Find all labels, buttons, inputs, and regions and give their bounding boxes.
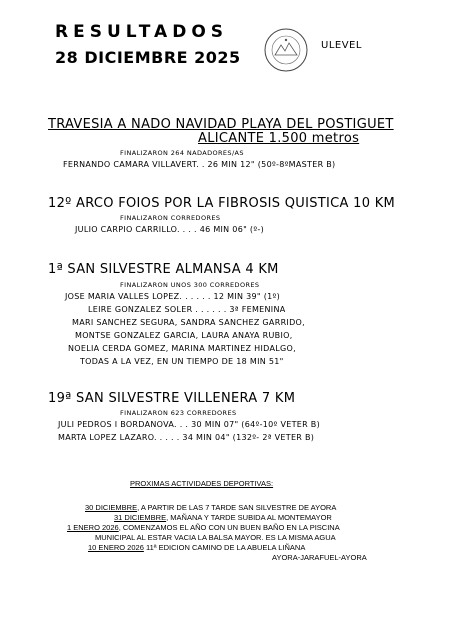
upcoming-text: AYORA-JARAFUEL-AYORA	[272, 553, 367, 562]
result-line: LEIRE GONZALEZ SOLER . . . . . . 3ª FEMENINA	[88, 305, 286, 314]
result-line: MONTSE GONZALEZ GARCIA, LAURA ANAYA RUBIO,	[75, 331, 293, 340]
finishers-count: FINALIZARON CORREDORES	[120, 214, 221, 222]
upcoming-item	[95, 533, 336, 542]
upcoming-text: , MAÑANA Y TARDE SUBIDA AL MONTEMAYOR	[166, 513, 332, 522]
result-line: MARTA LOPEZ LAZARO. . . . . 34 MIN 04" (132º- 2ª VETER B)	[58, 433, 315, 442]
upcoming-text: , COMENZAMOS EL AÑO CON UN BUEN BAÑO EN LA PISCINA	[118, 523, 340, 532]
event-title: 19ª SAN SILVESTRE VILLENERA 7 KM	[48, 391, 296, 406]
upcoming-item	[67, 523, 340, 532]
finishers-count: FINALIZARON 264 NADADORES/AS	[120, 149, 244, 157]
page-title: RESULTADOS	[55, 22, 229, 42]
upcoming-item	[114, 513, 332, 522]
upcoming-text: MUNICIPAL AL ESTAR VACIA LA BALSA MAYOR. ES LA MISMA AGUA	[95, 533, 336, 542]
result-line: NOELIA CERDA GOMEZ, MARINA MARTINEZ HIDALGO,	[68, 344, 296, 353]
brand-mark: ULEVEL	[321, 40, 362, 51]
result-line: MARI SANCHEZ SEGURA, SANDRA SANCHEZ GARRIDO,	[72, 318, 305, 327]
upcoming-text: , A PARTIR DE LAS 7 TARDE SAN SILVESTRE DE AYORA	[137, 503, 337, 512]
upcoming-item	[88, 543, 305, 552]
finishers-count: FINALIZARON 623 CORREDORES	[120, 409, 237, 417]
upcoming-date: 30 DICIEMBRE	[85, 503, 138, 512]
upcoming-date: 1 ENERO 2026	[67, 523, 119, 532]
upcoming-heading: PROXIMAS ACTIVIDADES DEPORTIVAS:	[130, 479, 274, 488]
result-line: JULI PEDROS I BORDANOVA. . . 30 MIN 07" (64º-10º VETER B)	[58, 420, 321, 429]
result-line: JOSE MARIA VALLES LOPEZ. . . . . . 12 MIN 39" (1º)	[65, 292, 281, 301]
event-title: 1ª SAN SILVESTRE ALMANSA 4 KM	[48, 262, 279, 277]
club-logo	[263, 27, 309, 73]
upcoming-item	[85, 503, 336, 512]
upcoming-date: 10 ENERO 2026	[88, 543, 144, 552]
page-date: 28 DICIEMBRE 2025	[55, 48, 241, 67]
upcoming-item	[272, 553, 367, 562]
upcoming-text: 11ª EDICION CAMINO DE LA ABUELA LIÑANA	[143, 543, 306, 552]
result-line: FERNANDO CAMARA VILLAVERT. . 26 MIN 12" (50º-8ºMASTER B)	[63, 160, 336, 169]
result-line: JULIO CARPIO CARRILLO. . . . 46 MIN 06" (º-)	[75, 225, 265, 234]
finishers-count: FINALIZARON UNOS 300 CORREDORES	[120, 281, 260, 289]
upcoming-date: 31 DICIEMBRE	[114, 513, 167, 522]
club-seal-icon	[263, 27, 309, 73]
event-title: 12º ARCO FOIOS POR LA FIBROSIS QUISTICA 10 KM	[48, 196, 396, 211]
event-title: TRAVESIA A NADO NAVIDAD PLAYA DEL POSTIGUET	[48, 117, 394, 132]
result-line: TODAS A LA VEZ, EN UN TIEMPO DE 18 MIN 51"	[80, 357, 284, 366]
event-subtitle: ALICANTE 1.500 metros	[198, 131, 360, 146]
